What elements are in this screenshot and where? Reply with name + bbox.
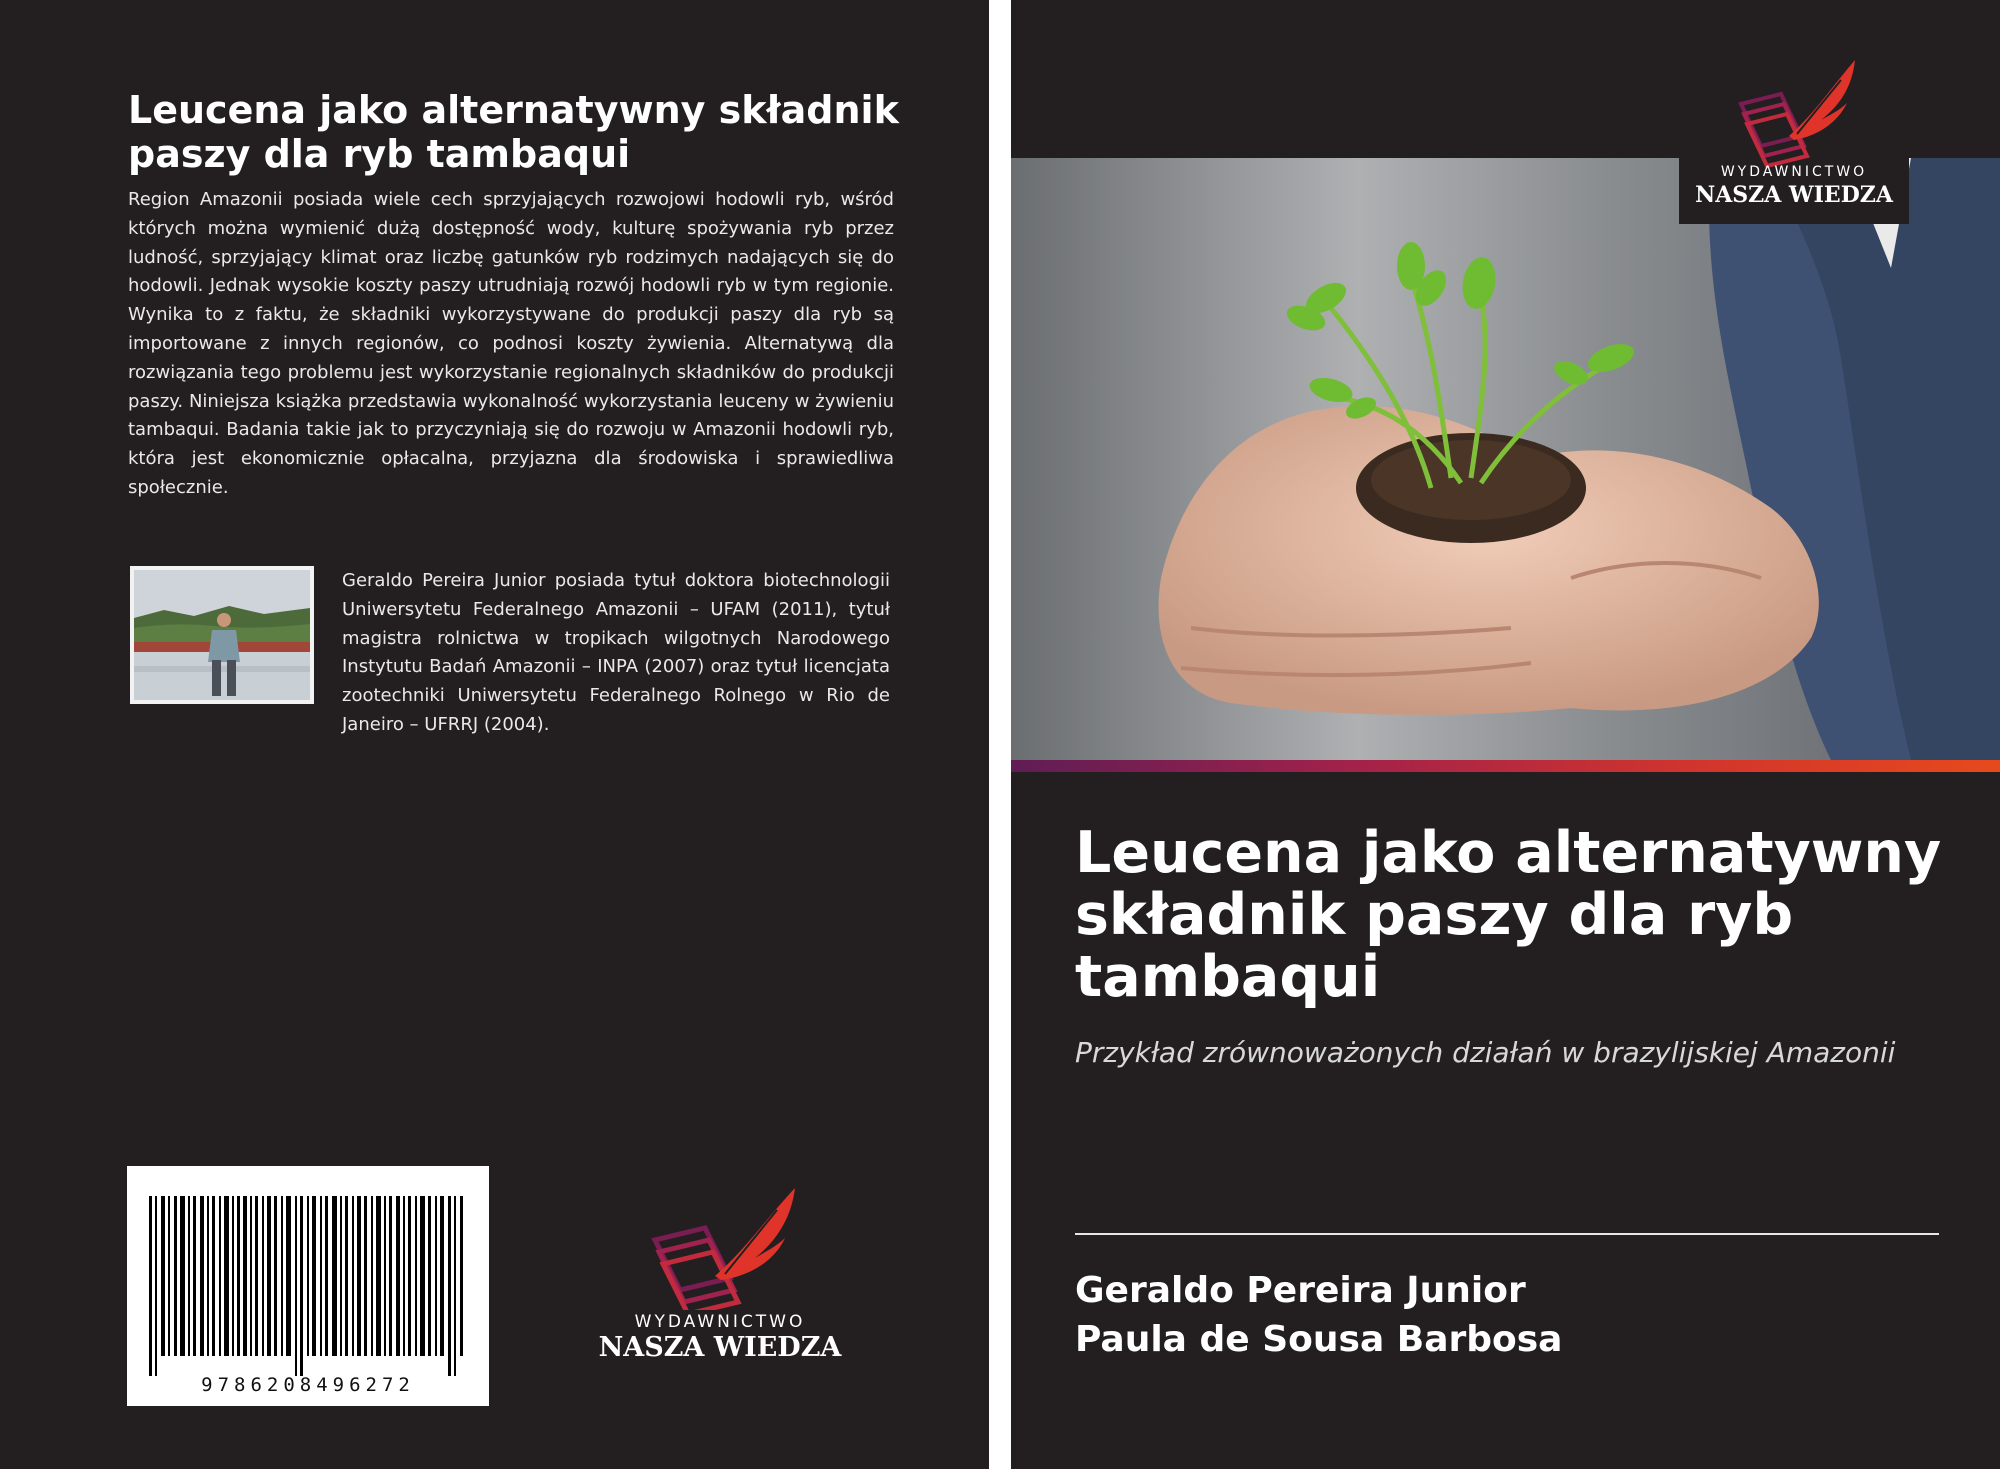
front-cover-title: Leucena jako alternatywny składnik paszy dla ryb tambaqui bbox=[1075, 820, 1942, 1010]
author-photo-image bbox=[134, 570, 310, 700]
seedling-in-hands-image bbox=[1011, 158, 2000, 760]
publisher-name-line1: WYDAWNICTWO bbox=[1720, 164, 1868, 180]
publisher-name-line1: WYDAWNICTWO bbox=[634, 1312, 806, 1332]
author-photo bbox=[130, 566, 314, 704]
front-cover-subtitle: Przykład zrównoważonych działań w brazylijskiej Amazonii bbox=[1075, 1036, 1896, 1069]
publisher-name-line2: NASZA WIEDZA bbox=[598, 1332, 842, 1363]
front-cover bbox=[1011, 0, 2000, 1469]
book-quill-icon bbox=[595, 1180, 845, 1310]
back-cover bbox=[0, 0, 989, 1469]
divider-line bbox=[1075, 1233, 1939, 1235]
cover-photo bbox=[1011, 158, 2000, 760]
author-name-2: Paula de Sousa Barbosa bbox=[1075, 1319, 1563, 1360]
book-description: Region Amazonii posiada wiele cech sprzyjających rozwojowi hodowli ryb, wśród których można wymienić dużą dostępność wody, kulturę spożywania ryb przez ludność, sprzyjający klimat oraz liczbę gatunków ryb rodzimych nadających się do hodowli. Jednak wysokie koszty paszy utrudniają rozwój hodowli ryb w tym regionie. Wynika to z faktu, że składniki wykorzystywane do produkcji paszy dla ryb są importowane z innych regionów, co podnosi koszty żywienia. Alternatywą dla rozwiązania tego problemu jest wykorzystanie regionalnych składników do produkcji paszy. Niniejsza książka przedstawia wykonalność wykorzystania leuceny w żywieniu tambaqui. Badania takie jak to przyczyniają się do rozwoju w Amazonii hodowli ryb, która jest ekonomicznie opłacalna, przyjazna dla środowiska i sprawiedliwa społecznie. bbox=[128, 189, 894, 498]
back-cover-title: Leucena jako alternatywny składnik paszy dla ryb tambaqui bbox=[128, 88, 899, 176]
barcode-bars bbox=[127, 1166, 489, 1406]
accent-stripe bbox=[1011, 760, 2000, 772]
book-quill-icon bbox=[1679, 52, 1909, 170]
isbn-number: 9786208496272 bbox=[201, 1374, 415, 1396]
isbn-barcode bbox=[127, 1166, 489, 1406]
publisher-logo bbox=[1679, 52, 1909, 224]
publisher-logo bbox=[595, 1180, 845, 1370]
publisher-name-line2: NASZA WIEDZA bbox=[1695, 182, 1893, 208]
author-name-1: Geraldo Pereira Junior bbox=[1075, 1270, 1526, 1311]
author-bio: Geraldo Pereira Junior posiada tytuł doktora biotechnologii Uniwersytetu Federalnego Amazonii – UFAM (2011), tytuł magistra rolnictwa w tropikach wilgotnych Narodowego Instytutu Badań Amazonii – INPA (2007) oraz tytuł licencjata zootechniki Uniwersytetu Federalnego Rolnego w Rio de Janeiro – UFRRJ (2004). bbox=[342, 570, 890, 735]
